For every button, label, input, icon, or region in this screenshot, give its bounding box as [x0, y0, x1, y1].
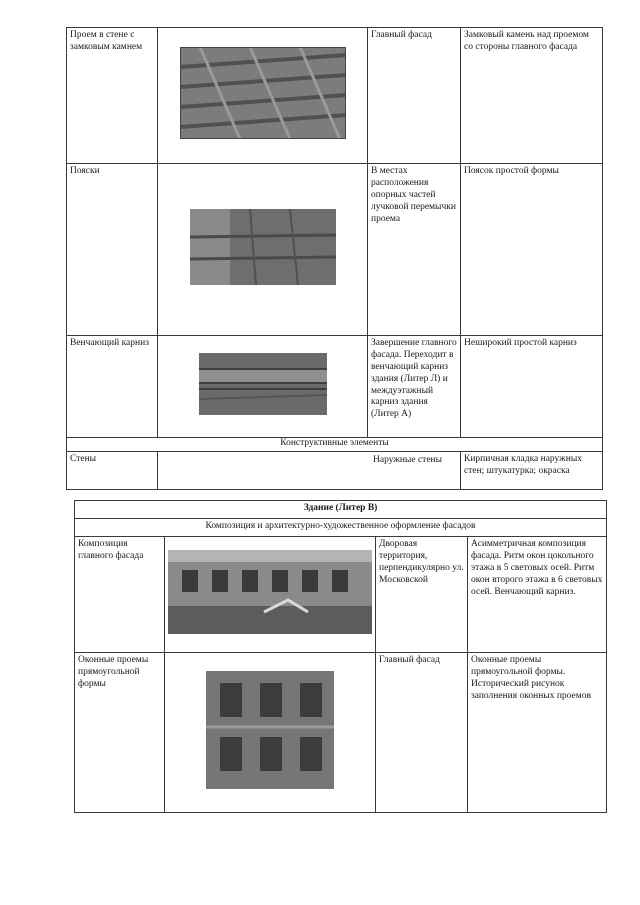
- table-row: [67, 336, 603, 438]
- table-row: [67, 452, 603, 490]
- photo-cell: [158, 336, 368, 438]
- belt-course-photo: [190, 209, 336, 285]
- section-header: Конструктивные элементы: [67, 438, 603, 452]
- element-name-cell: Проем в стене с замковым камнем: [67, 28, 158, 164]
- element-name-cell: Оконные проемы прямоугольной формы: [75, 653, 165, 813]
- description-cell: Оконные проемы прямоугольной формы. Исторический рисунок заполнения оконных проемов: [468, 653, 607, 813]
- section-header: Композиция и архитектурно-художественное оформление фасадов: [75, 519, 607, 537]
- photo-cell: [158, 164, 368, 336]
- facade-composition-photo: [168, 550, 372, 634]
- table-row: [67, 438, 603, 452]
- photo-cell: [158, 28, 368, 164]
- features-table-1: [66, 27, 603, 490]
- description-cell: Неширокий простой карниз: [461, 336, 603, 438]
- table-row: [75, 653, 607, 813]
- table-row: [67, 164, 603, 336]
- features-table-2: [74, 500, 607, 813]
- location-cell: Главный фасад: [376, 653, 468, 813]
- rectangular-windows-photo: [206, 671, 334, 789]
- element-name-cell: Композиция главного фасада: [75, 537, 165, 653]
- location-cell: Главный фасад: [368, 28, 461, 164]
- table-row: [75, 501, 607, 519]
- description-cell: Поясок простой формы: [461, 164, 603, 336]
- table-row: [75, 519, 607, 537]
- building-title: Здание (Литер В): [75, 501, 607, 519]
- element-name-cell: Венчающий карниз: [67, 336, 158, 438]
- table-row: [67, 28, 603, 164]
- cornice-photo: [199, 353, 327, 415]
- location-cell: Дворовая территория, перпендикулярно ул. Московской: [376, 537, 468, 653]
- location-cell: Завершение главного фасада. Переходит в венчающий карниз здания (Литер Л) и междуэтажный карниз здания (Литер А): [368, 336, 461, 438]
- arch-keystone-photo: [180, 47, 346, 139]
- description-cell: Замковый камень над проемом со стороны главного фасада: [461, 28, 603, 164]
- table-row: [75, 537, 607, 653]
- walls-location-text: Наружные стены: [373, 455, 443, 465]
- element-name-cell: Пояски: [67, 164, 158, 336]
- element-name-cell: Стены: [67, 452, 158, 490]
- description-cell: Кирпичная кладка наружных стен; штукатурка; окраска: [461, 452, 603, 490]
- photo-cell: [165, 537, 376, 653]
- description-cell: Асимметричная композиция фасада. Ритм окон цокольного этажа в 5 световых осей. Ритм окон второго этажа в 6 световых осей. Венчающий карниз.: [468, 537, 607, 653]
- photo-cell: [165, 653, 376, 813]
- location-cell: В местах расположения опорных частей лучковой перемычки проема: [368, 164, 461, 336]
